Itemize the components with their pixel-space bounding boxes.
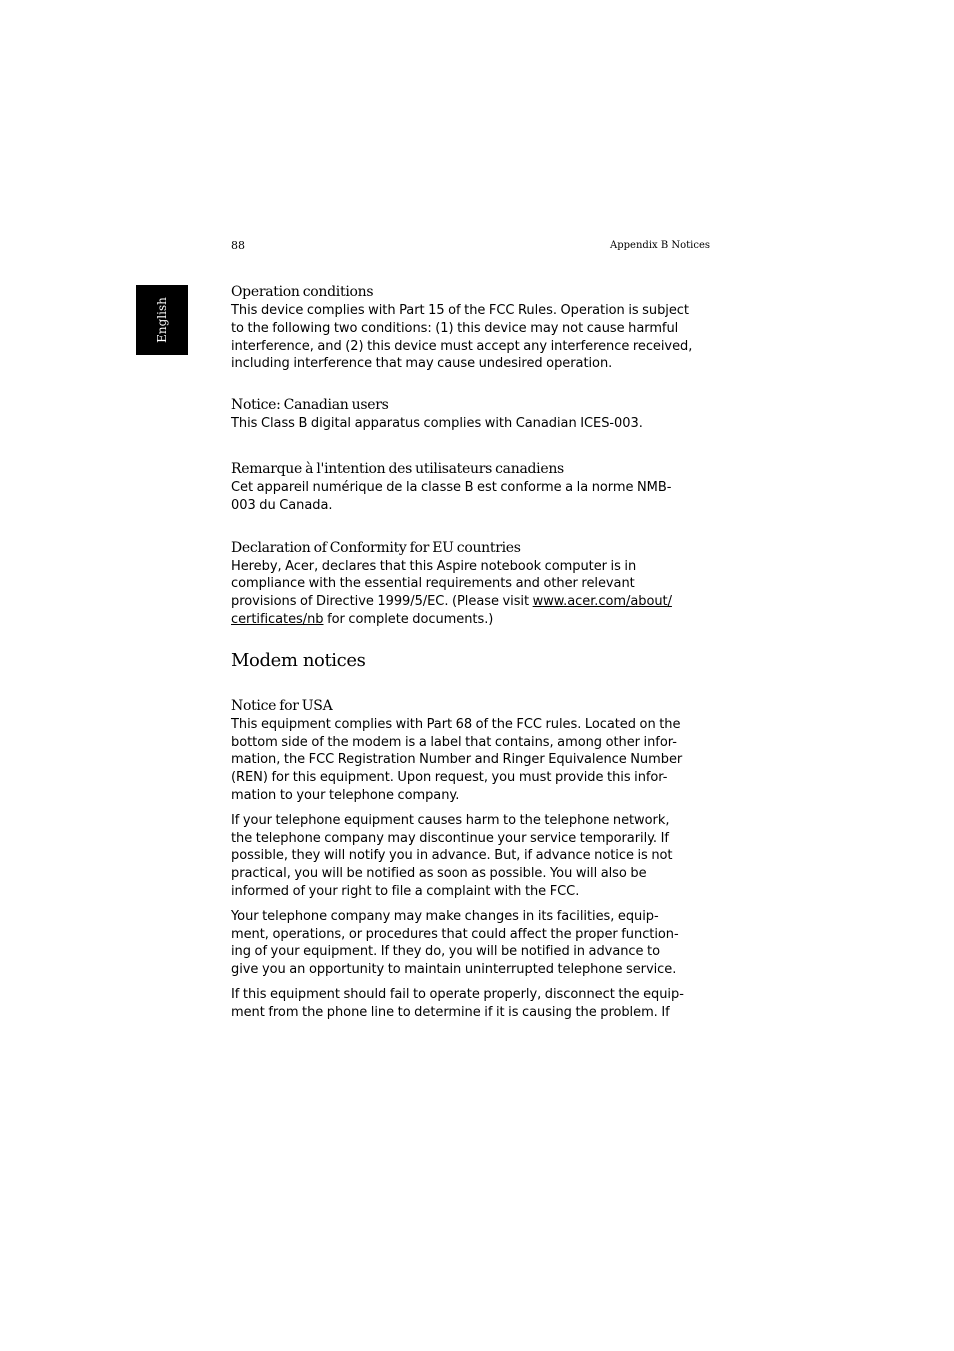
text-line: interference, and (2) this device must accept any interference received, [231, 338, 693, 354]
text-line: compliance with the essential requirements and other relevant [231, 576, 635, 592]
language-tab [136, 285, 188, 355]
link-text-part1[interactable]: www.acer.com/about/ [532, 594, 672, 610]
remarque-text [231, 479, 711, 515]
notice-usa-paragraph-3 [231, 908, 711, 979]
text-line: mation, the FCC Registration Number and Ringer Equivalence Number [231, 752, 683, 768]
text-line: bottom side of the modem is a label that contains, among other infor- [231, 734, 677, 750]
modem-notices-heading: Modem notices [231, 649, 366, 671]
page-content [231, 282, 711, 1022]
operation-conditions-text [231, 302, 711, 373]
text-line: including interference that may cause undesired operation. [231, 356, 613, 372]
text-line: for complete documents.) [323, 611, 494, 627]
text-line: This equipment complies with Part 68 of the FCC rules. Located on the [231, 716, 681, 732]
text-line: possible, they will notify you in advance. But, if advance notice is not [231, 848, 673, 864]
language-tab-label: English [155, 297, 169, 343]
notice-usa-paragraph-1 [231, 716, 711, 805]
text-line: provisions of Directive 1999/5/EC. (Please visit [231, 594, 533, 610]
remarque-heading: Remarque à l'intention des utilisateurs canadiens [231, 460, 564, 477]
notice-usa-section [231, 696, 711, 1022]
text-line: practical, you will be notified as soon as possible. You will also be [231, 866, 647, 882]
text-line: Your telephone company may make changes in its facilities, equip- [231, 908, 659, 924]
page-number: 88 [231, 239, 245, 252]
notice-usa-paragraph-4 [231, 986, 711, 1022]
canadian-users-text [231, 415, 711, 433]
text-line: (REN) for this equipment. Upon request, you must provide this infor- [231, 770, 668, 786]
running-header: Appendix B Notices [610, 240, 710, 251]
eu-declaration-heading: Declaration of Conformity for EU countries [231, 539, 521, 556]
text-line: If your telephone equipment causes harm to the telephone network, [231, 812, 670, 828]
text-line: ment, operations, or procedures that could affect the proper function- [231, 926, 679, 942]
text-line: give you an opportunity to maintain uninterrupted telephone service. [231, 962, 677, 978]
text-line: Cet appareil numérique de la classe B est conforme a la norme NMB- [231, 479, 672, 495]
text-line: Hereby, Acer, declares that this Aspire notebook computer is in [231, 558, 637, 574]
remarque-section [231, 459, 711, 515]
text-line: the telephone company may discontinue your service temporarily. If [231, 830, 669, 846]
eu-declaration-section [231, 538, 711, 629]
operation-conditions-section [231, 282, 711, 373]
text-line: mation to your telephone company. [231, 787, 460, 803]
notice-usa-paragraph-2 [231, 812, 711, 901]
canadian-users-heading: Notice: Canadian users [231, 397, 389, 414]
text-line: ment from the phone line to determine if it is causing the problem. If [231, 1004, 670, 1020]
canadian-users-section [231, 395, 711, 433]
text-line: informed of your right to file a complaint with the FCC. [231, 883, 580, 899]
link-text-part2[interactable]: certificates/nb [231, 611, 324, 627]
text-line: This Class B digital apparatus complies with Canadian ICES-003. [231, 416, 643, 432]
notice-usa-heading: Notice for USA [231, 697, 333, 714]
operation-conditions-heading: Operation conditions [231, 284, 374, 300]
text-line: to the following two conditions: (1) this device may not cause harmful [231, 320, 679, 336]
text-line: 003 du Canada. [231, 497, 333, 513]
text-line: If this equipment should fail to operate properly, disconnect the equip- [231, 986, 684, 1002]
text-line: This device complies with Part 15 of the FCC Rules. Operation is subject [231, 303, 689, 318]
text-line: ing of your equipment. If they do, you will be notified in advance to [231, 944, 661, 960]
eu-declaration-text [231, 558, 711, 629]
